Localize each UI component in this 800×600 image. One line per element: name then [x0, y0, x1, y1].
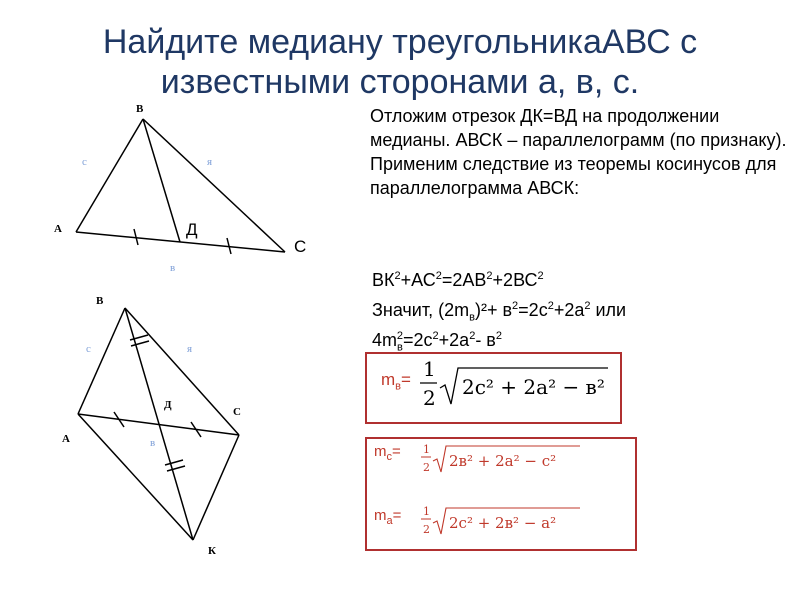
side-label-b: в [170, 262, 176, 274]
side-ab [78, 308, 125, 414]
side-ak [78, 414, 193, 540]
side-label-c: с [82, 156, 87, 168]
label-a: А [62, 433, 70, 445]
title-line-2: известными сторонами а, в, с. [160, 63, 640, 101]
ma-label: $m_a=$ [374, 507, 402, 527]
svg-text:2: 2 [423, 461, 430, 474]
label-d: Д [164, 399, 172, 411]
svg-text:2с² + 2а² − в²: 2с² + 2а² − в² [462, 375, 605, 399]
label-c: С [233, 406, 241, 418]
svg-text:2в² + 2а² − с²: 2в² + 2а² − с² [449, 452, 557, 470]
svg-text:1: 1 [423, 443, 430, 456]
svg-text:2с² + 2в² − а²: 2с² + 2в² − а² [449, 514, 557, 532]
equation-4mb: $4m_в^2=2с^2+2а^2-$ $в^2$ [372, 330, 502, 354]
explanation-paragraph: Отложим отрезок ДК=ВД на продолжении медианы. АВСК – параллелограмм (по признаку). Применим следствие из теоремы косинусов для параллелограмма АВСК: [370, 106, 787, 198]
label-a: А [54, 223, 62, 235]
mc-formula [420, 441, 610, 481]
label-k: К [208, 545, 216, 557]
triangle-figure [40, 95, 340, 285]
label-b: В [96, 295, 104, 307]
side-ab [76, 119, 143, 232]
side-label-a: я [187, 343, 193, 355]
equation-conclusion: Значит, $(2m_в)^2+ в^2=2с^2+2а^2$ или [372, 300, 627, 324]
slide-title [0, 22, 800, 102]
parallelogram-figure [50, 290, 310, 560]
side-label-c: с [86, 343, 91, 355]
side-ck [193, 435, 239, 540]
label-c: С [294, 237, 307, 256]
side-bc [125, 308, 239, 435]
svg-text:1: 1 [423, 357, 436, 381]
equation-parallelogram: $ВК^2+АС^2=2АВ^2+2ВС^2$ [372, 270, 544, 290]
mb-formula [420, 356, 610, 414]
side-bc [143, 119, 285, 252]
title-line-1: Найдите медиану треугольникаАВС с [102, 23, 698, 61]
svg-text:1: 1 [423, 505, 430, 518]
svg-text:2: 2 [423, 523, 430, 536]
median-bd [143, 119, 180, 242]
side-ac [76, 232, 285, 252]
mc-label: $m_c=$ [374, 443, 401, 463]
svg-text:2: 2 [423, 386, 436, 410]
side-label-b: в [150, 437, 156, 449]
side-label-a: я [207, 156, 213, 168]
mb-label: $m_в=$ [381, 370, 411, 393]
label-d: Д [186, 220, 198, 239]
ma-formula [420, 503, 610, 543]
label-b: В [136, 103, 144, 115]
diag-bk [125, 308, 193, 540]
